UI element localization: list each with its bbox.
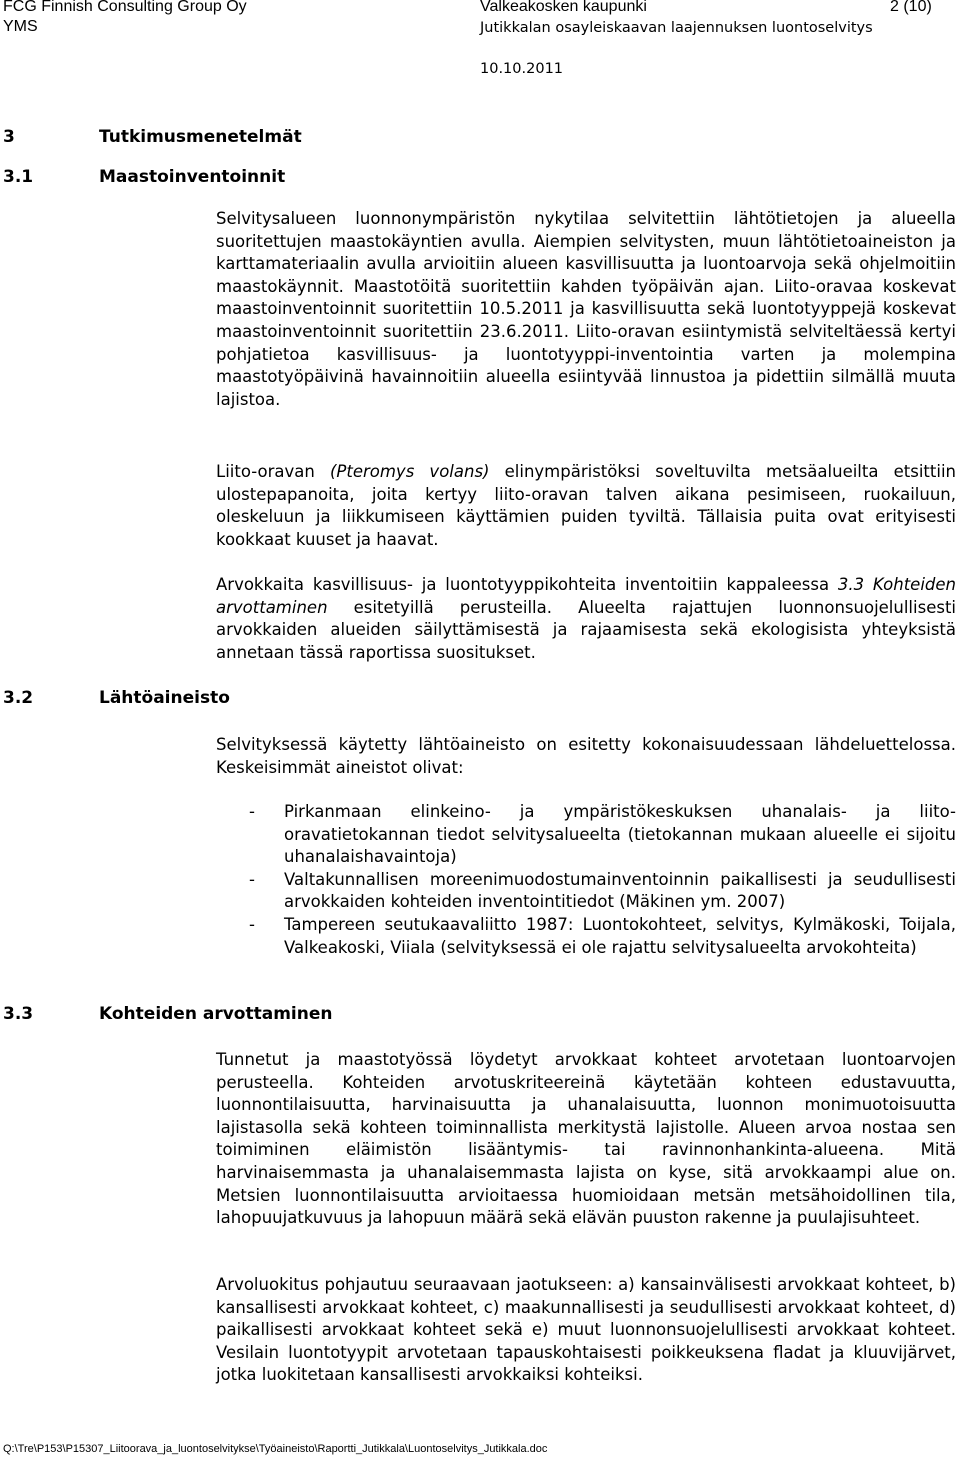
section-reference: 3.3 Kohteiden arvottaminen bbox=[216, 575, 956, 617]
paragraph-flying-squirrel bbox=[216, 461, 956, 551]
list-item-text: Pirkanmaan elinkeino- ja ympäristökeskuksen uhanalais- ja liito-oravatietokannan tiedot selvitysalueelta (tietokannan mukaan alueelle ei sijoitu uhanalaishavaintoja) bbox=[284, 802, 956, 867]
list-item bbox=[216, 914, 956, 959]
header-client: Valkeakosken kaupunki bbox=[480, 0, 647, 15]
paragraph-methods: Selvitysalueen luonnonympäristön nykytilaa selvitettiin lähtötietojen ja alueella suoritettujen maastokäyntien avulla. Aiempien selvitysten, muun lähtötietoaineiston ja karttamateriaalin avulla arvioitiin alueen kasvillisuutta ja luontoarvoja sekä ohjelmoitiin maastokäynnit. Maastotöitä suoritettiin kahden työpäivän ajan. Liito-oravaa koskevat maastoinventoinnit suoritettiin 10.5.2011 ja kasvillisuutta sekä luontotyyppejä koskevat maastoinventoinnit suoritettiin 23.6.2011. Liito-oravan esiintymistä selviteltäessä kertyi pohjatietoa kasvillisuus- ja luontotyyppi-inventointia varten ja molempina maastotyöpäivinä havainnoitiin alueella esiintyvää linnustoa ja pidettiin silmällä muuta lajistoa. bbox=[216, 209, 956, 409]
text-run: Arvokkaita kasvillisuus- ja luontotyyppikohteita inventoitiin kappaleessa bbox=[216, 575, 838, 594]
paragraph-evaluation: Tunnetut ja maastotyössä löydetyt arvokkaat kohteet arvotetaan luontoarvojen perusteella. Kohteiden arvotuskriteereinä käytetään kohteen edustavuutta, luonnontilaisuutta, harvinaisuutta ja uhanalaisuutta, luonnon monimuotoisuutta lajistasolla sekä kohteen toiminnallista merkitystä lajistolle. Alueen arvoa nostaa sen toimiminen eläimistön lisääntymis- tai ravinnonhankinta-alueena. Mitä harvinaisemmasta ja uhanalaisemmasta lajista on kyse, sitä arvokkaampi alue on. Metsien luonnontilaisuutta arvioitaessa huomioidaan metsän metsähoidollinen tila, lahopuujatkuvuus ja lahopuun määrä sekä elävän puuston rakenne ja puulajisuhteet. bbox=[216, 1050, 956, 1228]
header-project: Jutikkalan osayleiskaavan laajennuksen luontoselvitys bbox=[480, 20, 873, 36]
list-item-text: Valtakunnallisen moreenimuodostumainventoinnin paikallisesti ja seudullisesti arvokkaiden kohteiden inventointitiedot (Mäkinen ym. 2007) bbox=[284, 869, 956, 912]
list-dash: - bbox=[249, 802, 255, 821]
section-heading-3-2 bbox=[3, 687, 230, 709]
section-number: 3.1 bbox=[3, 167, 34, 187]
section-heading-3 bbox=[3, 126, 302, 148]
species-name: (Pteromys volans) bbox=[329, 462, 490, 481]
header-company: FCG Finnish Consulting Group Oy bbox=[3, 0, 247, 15]
list-item bbox=[216, 801, 956, 869]
paragraph-classification: Arvoluokitus pohjautuu seuraavaan jaotukseen: a) kansainvälisesti arvokkaat kohteet, b) kansallisesti arvokkaat kohteet, c) maakunnallisesti ja seudullisesti arvokkaat kohteet, d) paikallisesti arvokkaat kohteet sekä e) muut luonnonsuojelullisesti arvokkaat kohteet. Vesilain luontotyypit arvotetaan tapauskohtaisesti poikkeuksena fladat ja kluuvijärvet, jotka luokitetaan kansallisesti arvokkaiksi kohteiksi. bbox=[216, 1275, 956, 1385]
header-company-sub: YMS bbox=[3, 18, 38, 35]
section-heading-3-3 bbox=[3, 1003, 332, 1025]
text-run: esitetyillä perusteilla. Alueelta rajattujen luonnonsuojelullisesti arvokkaiden alueiden säilyttämisestä ja rajaamisesta sekä ekologisista yhteyksistä annetaan tässä raportissa suositukset. bbox=[216, 597, 956, 662]
paragraph-habitats bbox=[216, 574, 956, 664]
section-number: 3 bbox=[3, 127, 15, 147]
section-heading-3-1 bbox=[3, 166, 285, 188]
list-item bbox=[216, 869, 956, 914]
list-dash: - bbox=[249, 869, 255, 889]
section-title: Tutkimusmenetelmät bbox=[99, 127, 302, 147]
list-item-text: Tampereen seutukaavaliitto 1987: Luontokohteet, selvitys, Kylmäkoski, Toijala, Valkeakoski, Viiala (selvityksessä ei ole rajattu selvitysalueelta arvokohteita) bbox=[284, 914, 956, 957]
list-dash: - bbox=[249, 914, 255, 934]
section-number: 3.3 bbox=[3, 1004, 34, 1024]
section-title: Maastoinventoinnit bbox=[99, 167, 286, 187]
source-list bbox=[216, 801, 956, 959]
section-number: 3.2 bbox=[3, 688, 34, 708]
header-date: 10.10.2011 bbox=[480, 61, 564, 77]
section-title: Lähtöaineisto bbox=[99, 688, 230, 708]
section-title: Kohteiden arvottaminen bbox=[99, 1004, 333, 1024]
footer-file-path: Q:\Tre\P153\P15307_Liitoorava_ja_luontoselvitykse\Työaineisto\Raportti_Jutikkala\Luontoselvitys_Jutikkala.doc bbox=[3, 1443, 548, 1455]
paragraph-sources-intro: Selvityksessä käytetty lähtöaineisto on esitetty kokonaisuudessaan lähdeluettelossa. Keskeisimmät aineistot olivat: bbox=[216, 735, 956, 777]
text-run: Liito-oravan bbox=[216, 462, 330, 481]
text-run: elinympäristöksi soveltuvilta metsäalueilta etsittiin ulostepapanoita, joita kertyy liito-oravan talven aikana pesimiseen, ruokailuun, oleskeluun ja liikkumiseen käyttämien puiden tyviltä. Tällaisia puita ovat erityisesti kookkaat kuuset ja haavat. bbox=[216, 462, 956, 549]
header-page-number: 2 (10) bbox=[890, 0, 932, 15]
